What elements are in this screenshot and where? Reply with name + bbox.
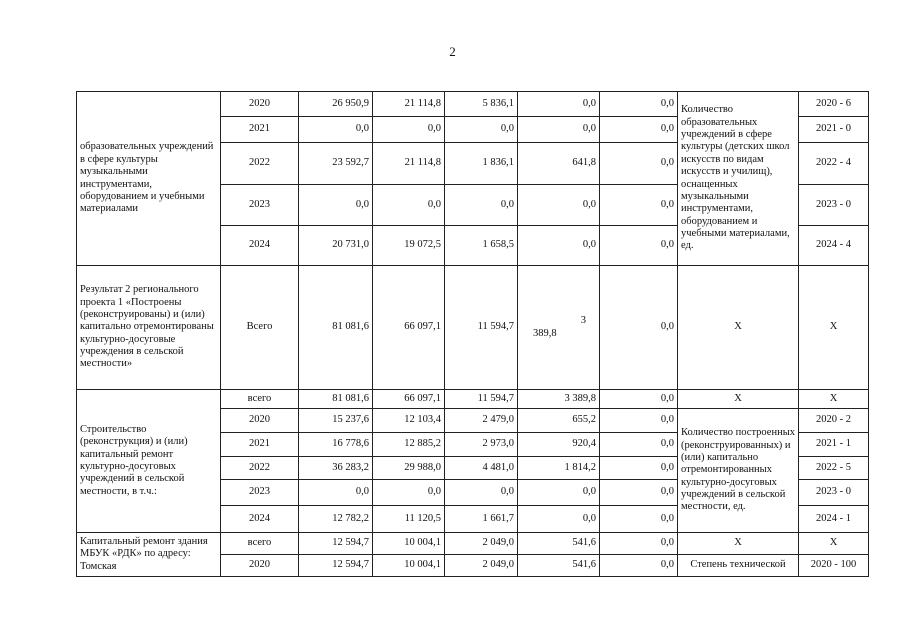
page-number: 2 [449, 44, 456, 59]
federal-cell: 12 885,2 [373, 433, 445, 457]
federal-cell: 29 988,0 [373, 457, 445, 480]
year-cell: 2021 [221, 433, 299, 457]
regional-cell: 11 594,7 [445, 266, 518, 390]
target-cell: 2023 - 0 [799, 185, 869, 226]
table-row [77, 533, 869, 555]
regional-cell: 1 658,5 [445, 226, 518, 266]
total-cell: 81 081,6 [299, 390, 373, 409]
row-description: Строительство (реконструкция) и (или) капитальный ремонт культурно-досуговых учреждений в сельской местности, в т.ч.: [77, 390, 221, 533]
other-cell: 0,0 [600, 226, 678, 266]
target-cell: 2021 - 0 [799, 117, 869, 143]
target-cell: Х [799, 533, 869, 555]
local-cell: 0,0 [518, 117, 600, 143]
total-cell: 81 081,6 [299, 266, 373, 390]
other-cell: 0,0 [600, 555, 678, 577]
target-cell: 2022 - 4 [799, 143, 869, 185]
target-cell: Х [799, 266, 869, 390]
year-cell: 2022 [221, 143, 299, 185]
row-description: образовательных учреждений в сфере культуры музыкальными инструментами, оборудованием и учебными материалами [77, 92, 221, 266]
other-cell: 0,0 [600, 390, 678, 409]
federal-cell: 21 114,8 [373, 92, 445, 117]
total-cell: 36 283,2 [299, 457, 373, 480]
row-description: Капитальный ремонт здания МБУК «РДК» по адресу: Томская [77, 533, 221, 577]
indicator-cell: Х [678, 390, 799, 409]
target-cell: 2021 - 1 [799, 433, 869, 457]
local-cell [518, 266, 600, 390]
total-cell: 0,0 [299, 117, 373, 143]
target-cell: 2020 - 6 [799, 92, 869, 117]
table-row [77, 390, 869, 409]
total-cell: 15 237,6 [299, 409, 373, 433]
total-cell: 0,0 [299, 480, 373, 506]
federal-cell: 11 120,5 [373, 506, 445, 533]
total-cell: 12 594,7 [299, 555, 373, 577]
total-cell: 26 950,9 [299, 92, 373, 117]
other-cell: 0,0 [600, 480, 678, 506]
other-cell: 0,0 [600, 433, 678, 457]
regional-cell: 2 049,0 [445, 533, 518, 555]
target-cell: 2023 - 0 [799, 480, 869, 506]
total-cell: 12 594,7 [299, 533, 373, 555]
target-cell: 2024 - 4 [799, 226, 869, 266]
regional-cell: 1 836,1 [445, 143, 518, 185]
federal-cell: 66 097,1 [373, 390, 445, 409]
year-cell: 2020 [221, 409, 299, 433]
federal-cell: 66 097,1 [373, 266, 445, 390]
federal-cell: 12 103,4 [373, 409, 445, 433]
year-cell: 2023 [221, 185, 299, 226]
local-cell: 0,0 [518, 506, 600, 533]
year-cell: 2024 [221, 506, 299, 533]
year-cell: 2022 [221, 457, 299, 480]
other-cell: 0,0 [600, 506, 678, 533]
regional-cell: 4 481,0 [445, 457, 518, 480]
row-description: Результат 2 регионального проекта 1 «Построены (реконструированы) и (или) капитально отремонтированы культурно-досуговые учреждения в сельской местности» [77, 266, 221, 390]
local-value: 389,8 [533, 327, 557, 339]
total-cell: 12 782,2 [299, 506, 373, 533]
target-cell: 2024 - 1 [799, 506, 869, 533]
regional-cell: 2 479,0 [445, 409, 518, 433]
target-cell: 2020 - 100 [799, 555, 869, 577]
other-cell: 0,0 [600, 409, 678, 433]
target-cell: Х [799, 390, 869, 409]
local-cell: 0,0 [518, 92, 600, 117]
federal-cell: 0,0 [373, 117, 445, 143]
indicator-cell: Количество образовательных учреждений в сфере культуры (детских школ искусств по видам искусств и училищ), оснащенных музыкальными инструментами, оборудованием и учебными материалами, ед. [678, 92, 799, 266]
total-cell: 20 731,0 [299, 226, 373, 266]
federal-cell: 19 072,5 [373, 226, 445, 266]
local-cell: 0,0 [518, 185, 600, 226]
local-footnote: 3 [580, 315, 586, 327]
indicator-cell: Степень технической [678, 555, 799, 577]
other-cell: 0,0 [600, 143, 678, 185]
financing-table [76, 91, 869, 577]
local-cell: 0,0 [518, 480, 600, 506]
indicator-cell: Количество построенных (реконструированных) и (или) капитально отремонтированных культурно-досуговых учреждений в сельской местности, ед. [678, 409, 799, 533]
regional-cell: 5 836,1 [445, 92, 518, 117]
local-cell: 3 389,8 [518, 390, 600, 409]
year-cell: Всего [221, 266, 299, 390]
federal-cell: 10 004,1 [373, 555, 445, 577]
local-cell: 0,0 [518, 226, 600, 266]
regional-cell: 0,0 [445, 117, 518, 143]
other-cell: 0,0 [600, 92, 678, 117]
local-cell: 1 814,2 [518, 457, 600, 480]
table-row [77, 266, 869, 390]
table-row [77, 92, 869, 117]
target-cell: 2020 - 2 [799, 409, 869, 433]
federal-cell: 10 004,1 [373, 533, 445, 555]
local-cell: 541,6 [518, 533, 600, 555]
regional-cell: 11 594,7 [445, 390, 518, 409]
other-cell: 0,0 [600, 533, 678, 555]
local-cell: 920,4 [518, 433, 600, 457]
regional-cell: 1 661,7 [445, 506, 518, 533]
year-cell: всего [221, 533, 299, 555]
total-cell: 23 592,7 [299, 143, 373, 185]
other-cell: 0,0 [600, 266, 678, 390]
year-cell: 2021 [221, 117, 299, 143]
regional-cell: 2 973,0 [445, 433, 518, 457]
year-cell: 2024 [221, 226, 299, 266]
indicator-cell: Х [678, 533, 799, 555]
indicator-cell: Х [678, 266, 799, 390]
year-cell: 2020 [221, 92, 299, 117]
other-cell: 0,0 [600, 185, 678, 226]
year-cell: 2023 [221, 480, 299, 506]
total-cell: 0,0 [299, 185, 373, 226]
other-cell: 0,0 [600, 117, 678, 143]
federal-cell: 21 114,8 [373, 143, 445, 185]
local-cell: 641,8 [518, 143, 600, 185]
local-cell: 655,2 [518, 409, 600, 433]
regional-cell: 0,0 [445, 480, 518, 506]
target-cell: 2022 - 5 [799, 457, 869, 480]
year-cell: 2020 [221, 555, 299, 577]
local-cell: 541,6 [518, 555, 600, 577]
total-cell: 16 778,6 [299, 433, 373, 457]
federal-cell: 0,0 [373, 480, 445, 506]
federal-cell: 0,0 [373, 185, 445, 226]
regional-cell: 0,0 [445, 185, 518, 226]
year-cell: всего [221, 390, 299, 409]
other-cell: 0,0 [600, 457, 678, 480]
regional-cell: 2 049,0 [445, 555, 518, 577]
